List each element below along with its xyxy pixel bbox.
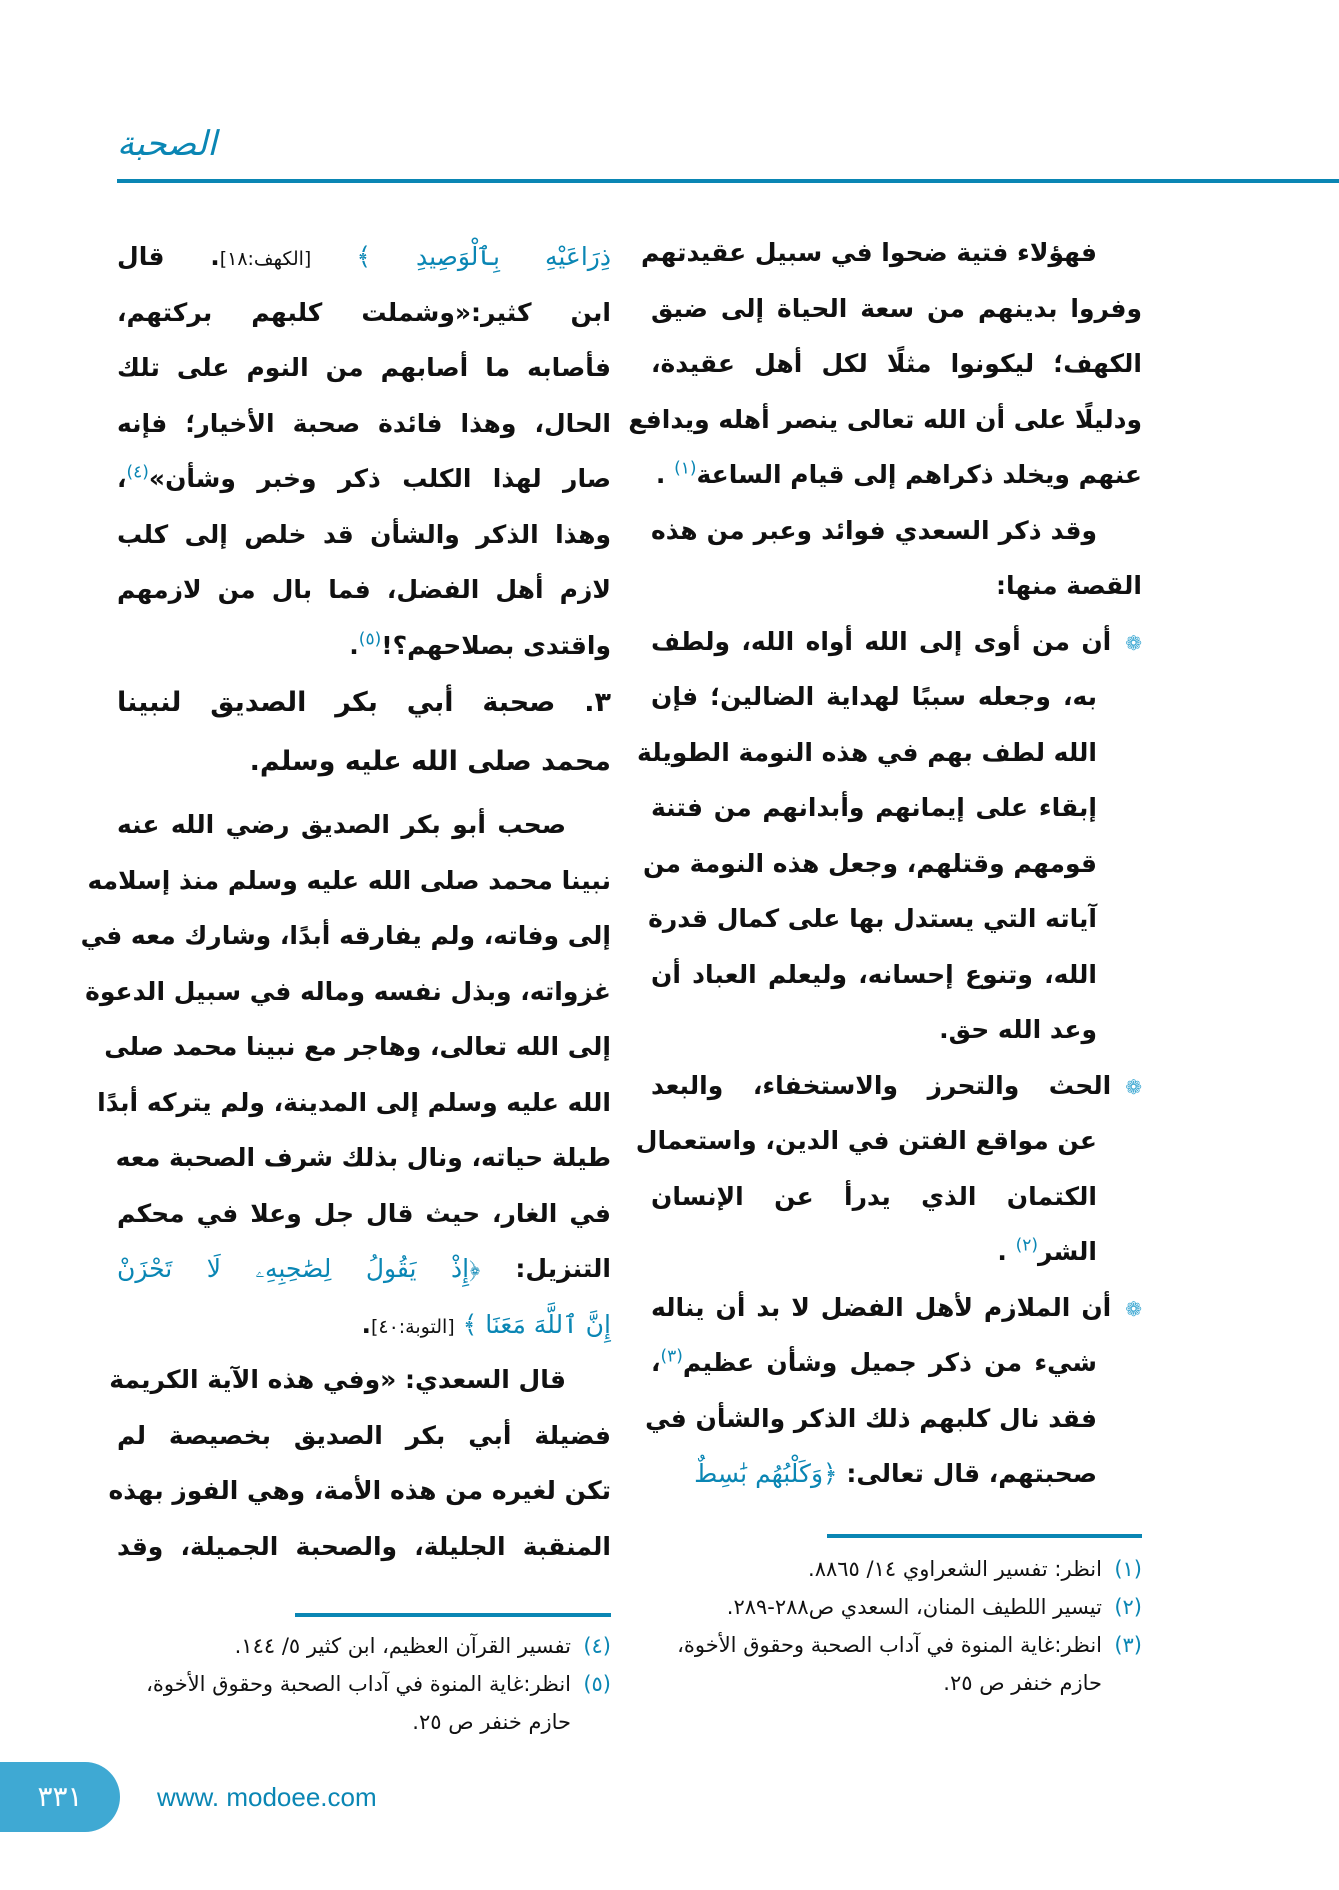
footnote-ref[interactable]: (٢)	[1015, 1235, 1039, 1256]
text-line	[117, 340, 611, 396]
text-line	[87, 853, 611, 909]
text-line	[117, 451, 611, 507]
text-line	[117, 1408, 611, 1464]
text-line	[117, 285, 611, 341]
body-text: أن من أوى إلى الله أواه الله، ولطف	[651, 626, 1112, 656]
text-line	[117, 507, 611, 563]
header-rule	[117, 179, 1339, 183]
bullet-flower-icon: ❁	[1125, 1296, 1142, 1321]
body-text: أن الملازم لأهل الفضل لا بد أن يناله	[651, 1292, 1112, 1322]
footnote-text: تيسير اللطيف المنان، السعدي ص٢٨٨-٢٨٩.	[726, 1595, 1102, 1619]
verse-citation: [التوبة:٤٠]	[370, 1315, 455, 1338]
body-text: وفروا بدينهم من سعة الحياة إلى ضيق	[651, 293, 1142, 323]
body-text: . قال	[117, 242, 220, 271]
text-line	[651, 1058, 1142, 1114]
text-line	[651, 1002, 1142, 1058]
body-text: الكهف؛ ليكونوا مثلًا لكل أهل عقيدة،	[651, 349, 1142, 378]
text-line	[117, 1297, 611, 1353]
text-line	[85, 964, 611, 1020]
footnote	[651, 1626, 1142, 1702]
text-line	[117, 1241, 611, 1297]
footnote-number: (٣)	[1114, 1633, 1142, 1657]
website-link[interactable]: www. modoee.com	[157, 1782, 377, 1812]
text-line	[117, 229, 611, 285]
text-line	[117, 1186, 611, 1242]
footnote-number: (٥)	[583, 1672, 611, 1696]
quran-verse: ﴿إِذْ يَقُولُ لِصَٰحِبِهِۦ لَا تَحْزَنْ	[117, 1254, 481, 1283]
text-line	[117, 732, 611, 791]
text-line	[645, 1391, 1142, 1447]
footnote-text: تفسير القرآن العظيم، ابن كثير ٥/ ١٤٤.	[234, 1634, 571, 1658]
footnote-ref[interactable]: (٥)	[358, 629, 382, 650]
running-header-title: الصحبة	[117, 124, 217, 164]
text-line	[97, 1075, 611, 1131]
text-line	[651, 1335, 1142, 1391]
right-column	[628, 225, 1142, 1502]
text-line	[640, 225, 1142, 281]
body-text: الكتمان الذي يدرأ عن الإنسان	[651, 1181, 1097, 1211]
footnote-number: (١)	[1114, 1557, 1142, 1581]
footnote-text: انظر:غاية المنوة في آداب الصحبة وحقوق الأخوة، حازم خنفر ص ٢٥.	[146, 1672, 571, 1734]
bullet-flower-icon: ❁	[1125, 630, 1142, 655]
body-text: عنهم ويخلد ذكراهم إلى قيام الساعة	[696, 460, 1142, 489]
body-text: وهذا الذكر والشأن قد خلص إلى كلب	[117, 519, 611, 549]
body-text: لازم أهل الفضل، فما بال من لازمهم	[117, 575, 611, 604]
body-text: طيلة حياته، ونال بذلك شرف الصحبة معه	[115, 1143, 611, 1172]
body-text: إلى وفاته، ولم يفارقه أبدًا، وشارك معه في	[80, 921, 611, 950]
body-text: الله لطف بهم في هذه النومة الطويلة	[637, 737, 1097, 767]
text-line	[651, 614, 1142, 670]
body-text: نبينا محمد صلى الله عليه وسلم منذ إسلامه	[87, 865, 611, 895]
footnote	[651, 1550, 1142, 1588]
body-text: وعد الله حق.	[939, 1015, 1097, 1044]
body-text: صار لهذا الكلب ذكر وخبر وشأن»	[148, 464, 611, 493]
left-column	[80, 229, 611, 1574]
text-line	[651, 1224, 1142, 1280]
footnote-ref[interactable]: (٤)	[126, 462, 149, 483]
text-line	[117, 618, 611, 674]
text-line	[651, 947, 1142, 1003]
footnote-number: (٤)	[583, 1634, 611, 1658]
body-text: ،	[117, 464, 127, 493]
text-line	[628, 392, 1142, 448]
footnote	[117, 1627, 611, 1665]
body-text: واقتدى بصلاحهم؟!	[381, 630, 611, 660]
text-line	[117, 396, 611, 452]
body-text: تكن لغيره من هذه الأمة، وهي الفوز بهذه	[108, 1476, 611, 1505]
text-line	[651, 1280, 1142, 1336]
text-line	[651, 669, 1142, 725]
body-text: صحبتهم، قال تعالى:	[837, 1459, 1097, 1488]
text-line	[108, 1463, 611, 1519]
body-text: في الغار، حيث قال جل وعلا في محكم	[117, 1198, 611, 1228]
body-text: إبقاء على إيمانهم وأبدانهم من فتنة	[651, 793, 1097, 822]
body-text: الشر	[1038, 1237, 1097, 1266]
body-text: غزواته، وبذل نفسه وماله في سبيل الدعوة	[85, 976, 611, 1006]
text-line	[651, 503, 1142, 559]
text-line	[642, 836, 1142, 892]
footnote-ref[interactable]: (٣)	[660, 1346, 683, 1367]
body-text: ٣. صحبة أبي بكر الصديق لنبينا	[117, 687, 611, 718]
body-text: ابن كثير:«وشملت كلبهم بركتهم،	[117, 297, 611, 327]
text-line	[651, 447, 1142, 503]
body-text: ودليلًا على أن الله تعالى ينصر أهله ويدافع	[628, 404, 1142, 434]
text-line	[651, 780, 1142, 836]
text-line	[109, 1352, 611, 1408]
body-text: .	[655, 460, 675, 489]
text-line	[117, 1519, 611, 1575]
body-text: .	[349, 630, 359, 660]
text-line	[635, 1113, 1142, 1169]
body-text: آياته التي يستدل بها على كمال قدرة	[648, 904, 1097, 933]
footnote-text: انظر:غاية المنوة في آداب الصحبة وحقوق الأخوة، حازم خنفر ص ٢٥.	[677, 1633, 1102, 1695]
footnote-rule-left	[295, 1613, 611, 1617]
text-line	[80, 908, 611, 964]
footnote-number: (٢)	[1114, 1595, 1142, 1619]
body-text: وقد ذكر السعدي فوائد وعبر من هذه	[651, 515, 1097, 545]
text-line	[651, 1169, 1142, 1225]
body-text: التنزيل:	[480, 1254, 611, 1283]
quran-verse: إِنَّ ٱللَّهَ مَعَنَا ﴾	[454, 1309, 611, 1339]
text-line	[117, 1130, 611, 1186]
footnotes-left	[117, 1627, 611, 1741]
body-text: .	[361, 1309, 371, 1339]
text-line	[104, 1019, 611, 1075]
text-line	[651, 281, 1142, 337]
body-text: الله، وتنوع إحسانه، وليعلم العباد أن	[651, 959, 1097, 989]
body-text: فأصابه ما أصابهم من النوم على تلك	[117, 353, 611, 382]
body-text: فقد نال كلبهم ذلك الذكر والشأن في	[645, 1403, 1097, 1433]
body-text: به، وجعله سببًا لهداية الضالين؛ فإن	[651, 682, 1097, 711]
body-text: فهؤلاء فتية ضحوا في سبيل عقيدتهم	[640, 238, 1097, 267]
footnotes-right	[651, 1550, 1142, 1702]
footnote	[117, 1665, 611, 1741]
page-number: ٣٣١	[0, 1762, 120, 1832]
body-text: صحب أبو بكر الصديق رضي الله عنه	[117, 810, 566, 839]
body-text: ،	[651, 1348, 661, 1377]
body-text: المنقبة الجليلة، والصحبة الجميلة، وقد	[117, 1531, 611, 1561]
body-text: محمد صلى الله عليه وسلم.	[249, 746, 611, 777]
body-text: قومهم وقتلهم، وجعل هذه النومة من	[642, 848, 1097, 878]
footnote-text: انظر: تفسير الشعراوي ١٤/ ٨٨٦٥.	[808, 1557, 1102, 1581]
body-text: .	[997, 1237, 1016, 1266]
quran-verse: ذِرَاعَيْهِ بِٱلْوَصِيدِ ﴾	[311, 242, 611, 271]
text-line	[651, 1446, 1142, 1502]
body-text: قال السعدي: «وفي هذه الآية الكريمة	[109, 1365, 566, 1394]
quran-verse: ﴿وَكَلْبُهُم بَٰسِطٌ	[694, 1459, 838, 1488]
body-text: عن مواقع الفتن في الدين، واستعمال	[635, 1126, 1097, 1155]
text-line	[651, 336, 1142, 392]
body-text: الحث والتحرز والاستخفاء، والبعد	[651, 1070, 1112, 1100]
footnote-ref[interactable]: (١)	[674, 458, 697, 479]
text-line	[637, 725, 1142, 781]
body-text: شيء من ذكر جميل وشأن عظيم	[682, 1348, 1097, 1377]
body-text: الحال، وهذا فائدة صحبة الأخيار؛ فإنه	[117, 408, 611, 438]
body-text: إلى الله تعالى، وهاجر مع نبينا محمد صلى	[104, 1032, 611, 1061]
bullet-flower-icon: ❁	[1125, 1074, 1142, 1099]
text-line	[117, 562, 611, 618]
body-text: الله عليه وسلم إلى المدينة، ولم يتركه أبدًا	[97, 1087, 611, 1117]
text-line	[117, 797, 611, 853]
footnote	[651, 1588, 1142, 1626]
text-line	[117, 673, 611, 732]
text-line	[648, 891, 1142, 947]
body-text: القصة منها:	[995, 571, 1142, 600]
footnote-rule-right	[827, 1534, 1142, 1538]
verse-citation: [الكهف:١٨]	[219, 248, 312, 270]
text-line	[651, 558, 1142, 614]
body-text: فضيلة أبي بكر الصديق بخصيصة لم	[117, 1420, 611, 1450]
